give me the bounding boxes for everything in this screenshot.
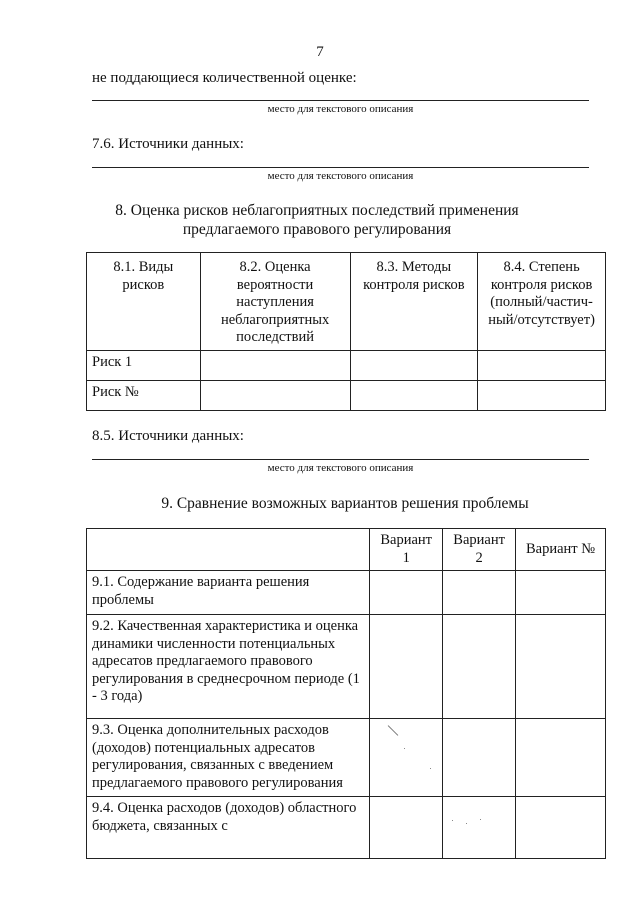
table-cell [516, 797, 606, 859]
intro-text: не поддающиеся количественной оценке: [92, 70, 357, 86]
table-cell [200, 351, 350, 381]
caption-text-description: место для текстового описания [267, 462, 414, 474]
scan-mark [430, 768, 431, 769]
variants-table-header: Вариант № [516, 529, 606, 571]
risk-table-header: 8.3. Методы контроля рисков [350, 253, 478, 351]
table-cell [478, 351, 606, 381]
risk-table-header: 8.2. Оценка вероятности наступления неблагоприятных последствий [200, 253, 350, 351]
risk-table [86, 252, 606, 411]
table-cell [370, 615, 443, 719]
variants-table-header [87, 529, 370, 571]
table-cell [370, 797, 443, 859]
table-cell [370, 571, 443, 615]
page-number: 7 [316, 44, 324, 60]
variant-row-label: 9.2. Качественная характеристика и оценка динамики численности потенциальных адресатов предлагаемого правового регулирования в среднесрочном периоде (1 - 3 года) [87, 615, 370, 719]
variants-table-header: Вариант 2 [443, 529, 516, 571]
variant-row-label: 9.4. Оценка расходов (доходов) областного бюджета, связанных с [87, 797, 370, 859]
table-cell [200, 381, 350, 411]
section-8-heading-line2: предлагаемого правового регулирования [182, 221, 452, 238]
section-8-heading-line1: 8. Оценка рисков неблагоприятных последствий применения [115, 202, 519, 219]
table-cell [443, 571, 516, 615]
risk-row-label: Риск № [87, 381, 201, 411]
table-cell [370, 719, 443, 797]
variant-row-label: 9.3. Оценка дополнительных расходов (доходов) потенциальных адресатов регулирования, связанных с введением предлагаемого правового регулирования [87, 719, 370, 797]
table-cell [443, 615, 516, 719]
caption-text-description: место для текстового описания [267, 170, 414, 182]
risk-row-label: Риск 1 [87, 351, 201, 381]
scan-mark [480, 819, 481, 820]
table-cell [443, 719, 516, 797]
table-cell [443, 797, 516, 859]
risk-table-header: 8.1. Виды рисков [87, 253, 201, 351]
section-8-heading [92, 201, 542, 239]
scan-mark [452, 820, 453, 821]
table-cell [516, 719, 606, 797]
divider-line [92, 459, 589, 460]
section-7-6-title: 7.6. Источники данных: [92, 136, 244, 152]
section-9-heading: 9. Сравнение возможных вариантов решения проблемы [161, 495, 529, 512]
table-cell [350, 381, 478, 411]
divider-line [92, 100, 589, 101]
table-cell [516, 615, 606, 719]
table-cell [478, 381, 606, 411]
variants-table [86, 528, 606, 859]
caption-text-description: место для текстового описания [267, 103, 414, 115]
risk-table-header: 8.4. Степень контроля рисков (полный/частич-ный/отсутствует) [478, 253, 606, 351]
variants-table-header: Вариант 1 [370, 529, 443, 571]
variant-row-label: 9.1. Содержание варианта решения проблемы [87, 571, 370, 615]
scan-mark [466, 823, 467, 824]
divider-line [92, 167, 589, 168]
table-cell [350, 351, 478, 381]
table-cell [516, 571, 606, 615]
scan-mark [404, 748, 405, 749]
section-8-5-title: 8.5. Источники данных: [92, 428, 244, 444]
